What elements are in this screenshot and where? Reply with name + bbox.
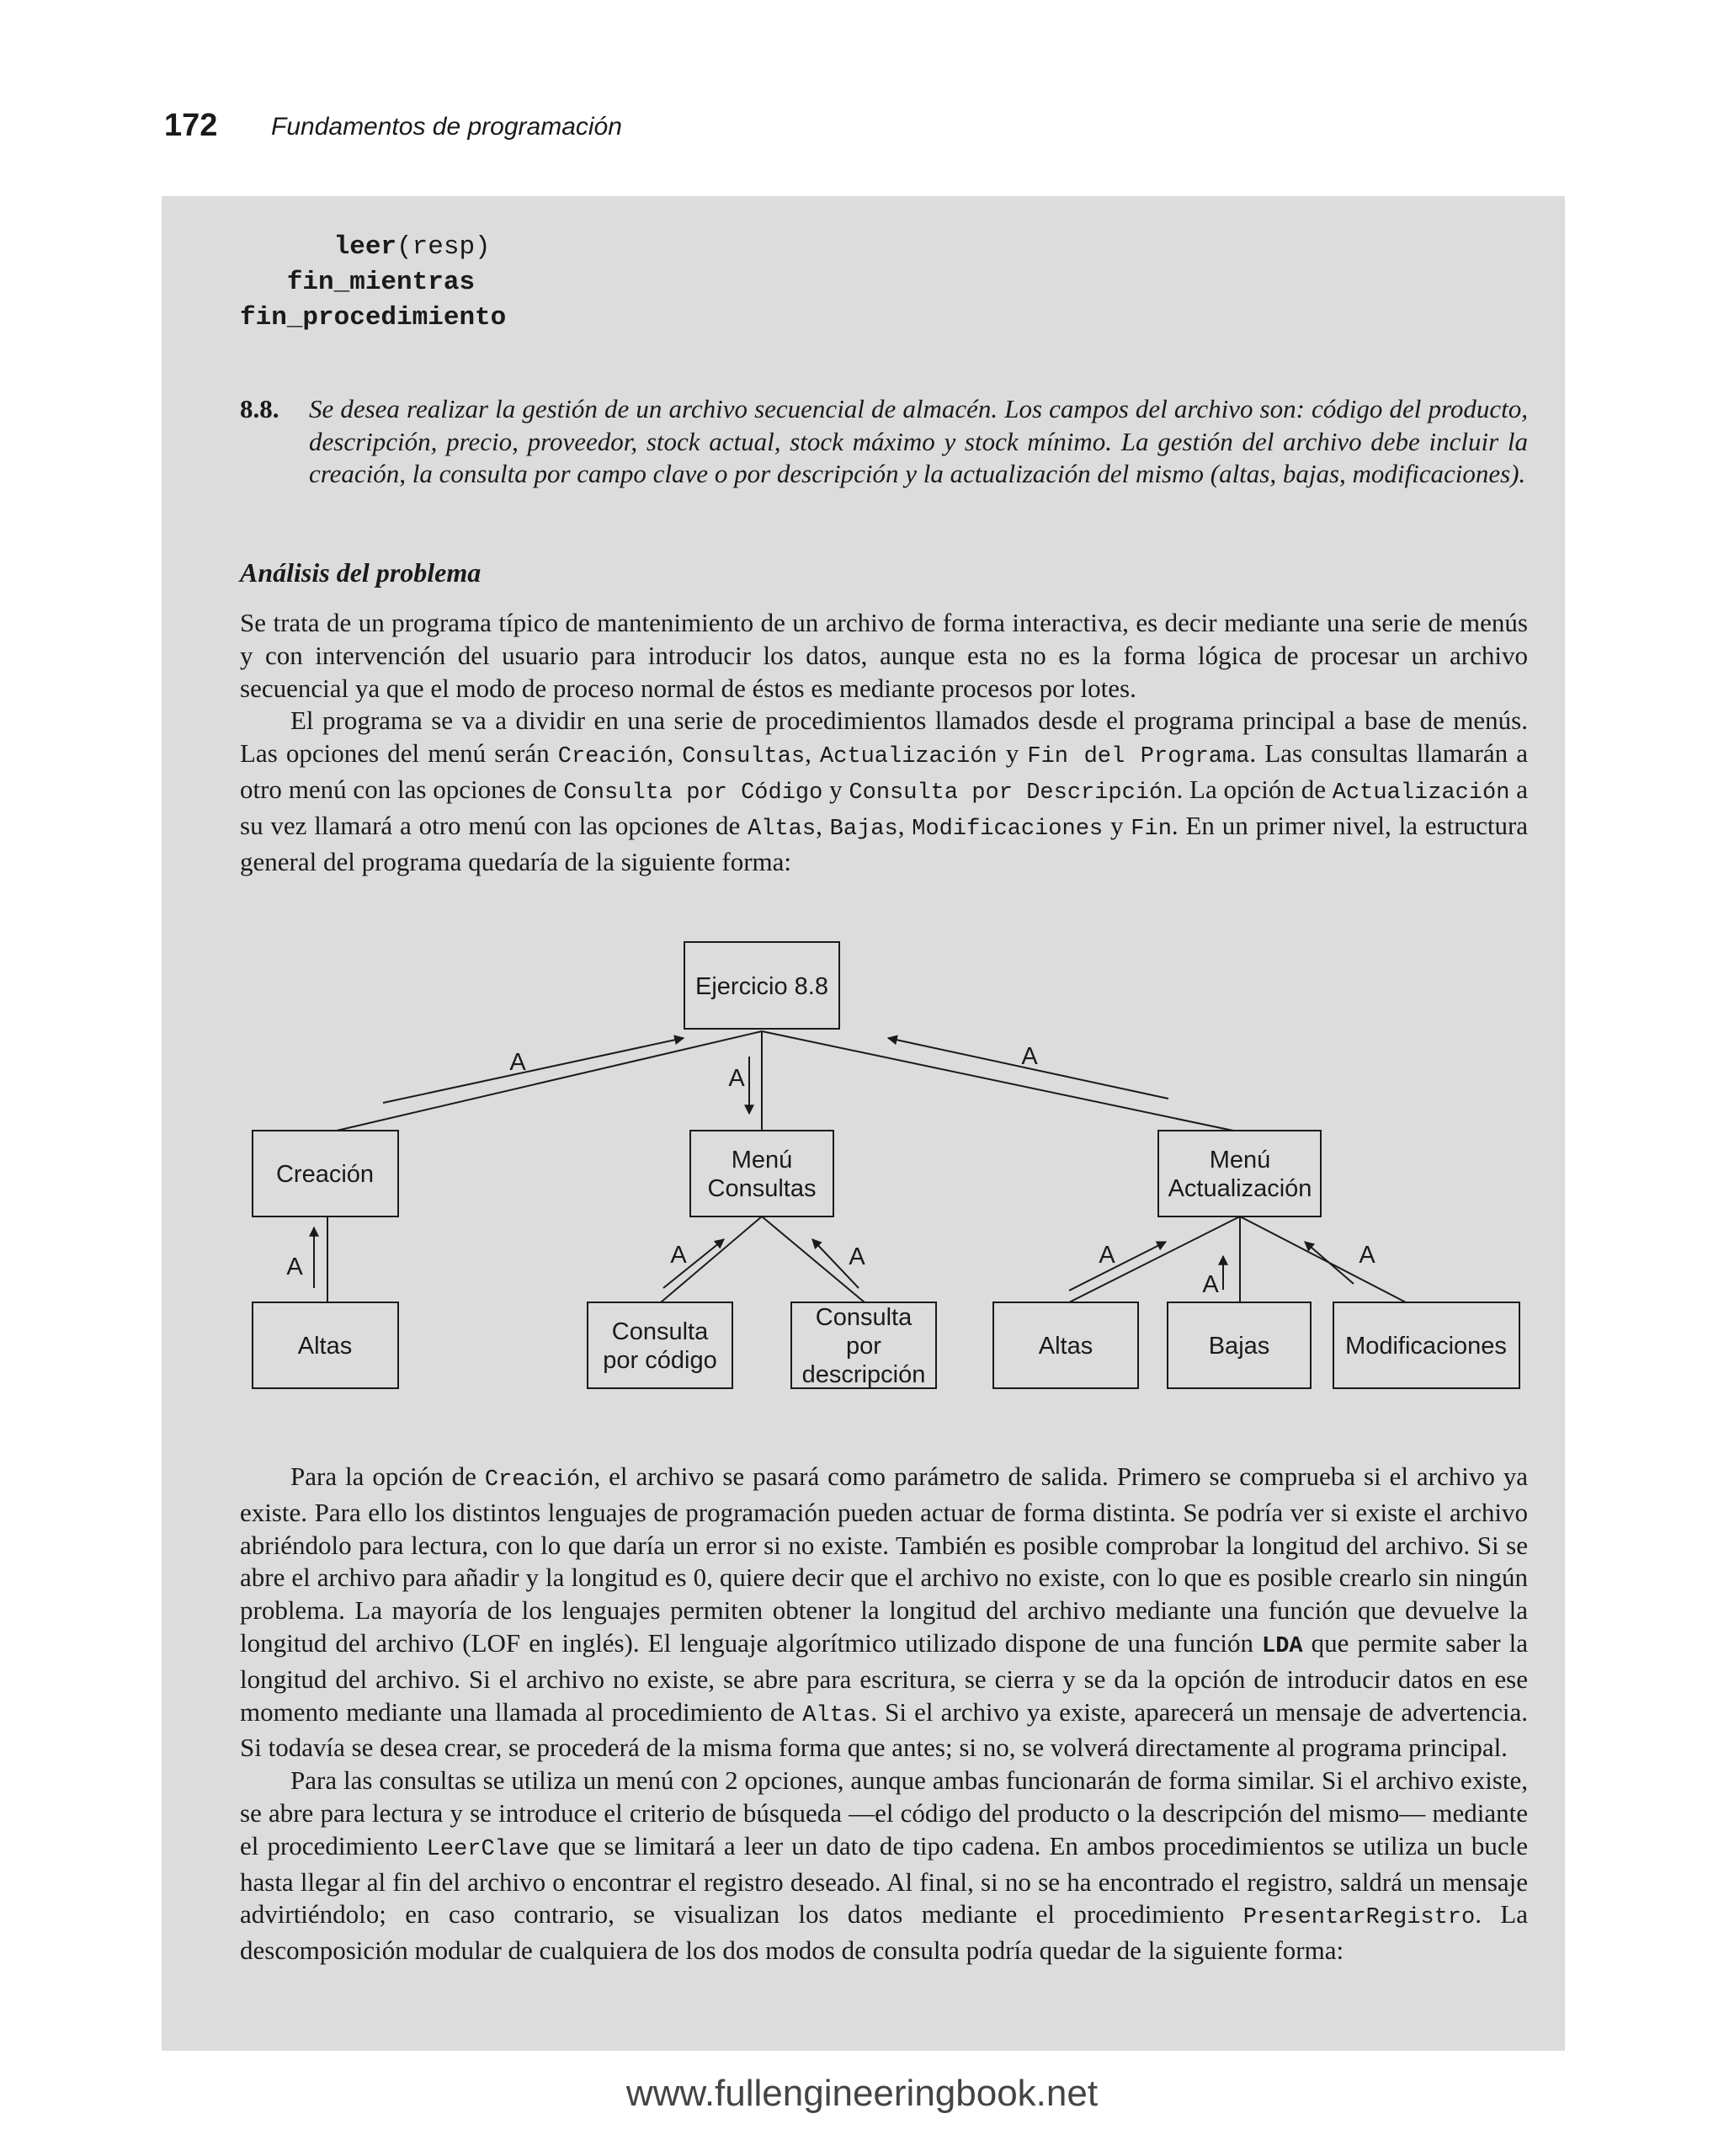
node-label: Menú — [731, 1147, 793, 1174]
node-label: Altas — [1038, 1333, 1093, 1360]
arrow-label: A — [670, 1242, 687, 1269]
code-term: LDA — [1262, 1633, 1303, 1659]
page-number: 172 — [164, 108, 218, 143]
code-term: Fin del Programa — [1027, 744, 1250, 770]
arrow-label: A — [1359, 1242, 1375, 1269]
node-label: por código — [603, 1347, 717, 1374]
paragraph: Para la opción de Creación, el archivo se pasará como parámetro de salida. Primero se comprueba si el archivo ya existe. Para ello los distintos lenguajes de programación pueden actuar de forma distinta. Se podría ver si existe el archivo abriéndolo para lectura, con lo que daría un error si no existe. También es posible comprobar la longitud del archivo. Si se abre el archivo para añadir y la longitud es 0, quiere decir que el archivo no existe, con lo que es posible crearlo sin ningún problema. La mayoría de los lenguajes permiten obtener la longitud del archivo mediante una función que devuelve la longitud del archivo (LOF en inglés). El lenguaje algorítmico utilizado dispone de una función LDA que permite saber la longitud del archivo. Si el archivo no existe, se abre para escritura, se cierra y se da la opción de introducir datos en ese momento mediante una llamada al procedimiento de Altas. Si el archivo ya existe, aparecerá un mensaje de advertencia. Si todavía se desea crear, se procederá de la misma forma que antes; si no, se volverá directamente al programa principal. — [240, 1461, 1529, 1763]
connector — [337, 1031, 762, 1131]
program-structure-diagram — [240, 926, 1536, 1406]
connector — [1240, 1216, 1406, 1302]
paragraph: El programa se va a dividir en una serie de procedimientos llamados desde el programa principal a base de menús. Las opciones del menú serán Creación, Consultas, Actualización y Fin del Programa. Las consultas llamarán a otro menú con las opciones de Consulta por Código y Consulta por Descripción. La opción de Actualización a su vez llamará a otro menú con las opciones de Altas, Bajas, Modificaciones y Fin. En un primer nivel, la estructura general del programa quedaría de la siguiente forma: — [240, 705, 1529, 876]
exercise-statement — [240, 393, 1528, 491]
code-term: Bajas — [829, 816, 898, 842]
node-label: Creación — [275, 1161, 375, 1188]
code-term: Consultas — [682, 744, 806, 770]
box-consulta-codigo — [588, 1302, 732, 1388]
paragraph: Para las consultas se utiliza un menú con 2 opciones, aunque ambas funcionarán de forma similar. Si el archivo existe, se abre para lectura y se introduce el criterio de búsqueda —el código del producto o la descripción del mismo— mediante el procedimiento LeerClave que se limitará a leer un dato de tipo cadena. En ambos procedimientos se utiliza un bucle hasta llegar al fin del archivo o encontrar el registro deseado. Al final, si no se ha encontrado el registro, saldrá un mensaje advirtiéndolo; en caso contrario, se visualizan los datos mediante el procedimiento PresentarRegistro. La descomposición modular de cualquiera de los dos modos de consulta podría quedar de la siguiente forma: — [240, 1765, 1529, 1966]
node-label: Bajas — [1208, 1333, 1270, 1360]
code-term: Modificaciones — [912, 816, 1104, 842]
connector — [762, 1031, 1233, 1131]
box-menu-actualizacion — [1158, 1131, 1321, 1216]
node-label: Modificaciones — [1345, 1333, 1507, 1360]
code-term: Creación — [484, 1467, 594, 1493]
code-term: Fin — [1131, 816, 1172, 842]
node-label: Consulta — [611, 1318, 709, 1345]
code-args: (resp) — [396, 232, 491, 262]
exercise-text: Se desea realizar la gestión de un archivo secuencial de almacén. Los campos del archivo son: código del producto, descripción, precio, proveedor, stock actual, stock máximo y stock mínimo. La gestión del archivo debe incluir la creación, la consulta por campo clave o por descripción y la actualización del mismo (altas, bajas, modificaciones). — [309, 394, 1528, 488]
code-term: Creación — [557, 744, 668, 770]
arrow-label: A — [1021, 1043, 1038, 1070]
code-line-1 — [240, 230, 506, 265]
paragraph: Se trata de un programa típico de mantenimiento de un archivo de forma interactiva, es decir mediante una serie de menús y con intervención del usuario para introducir los datos, aunque esta no es la forma lógica de procesar un archivo secuencial ya que el modo de proceso normal de éstos es mediante procesos por lotes. — [240, 608, 1528, 703]
running-title: Fundamentos de programación — [271, 113, 622, 141]
section-heading: Análisis del problema — [240, 557, 482, 588]
node-label: Altas — [297, 1333, 353, 1360]
code-term: Actualización — [1332, 780, 1510, 806]
footer-url: www.fullengineeringbook.net — [625, 2073, 1099, 2114]
analysis-text-top — [240, 607, 1528, 878]
code-term: Altas — [802, 1702, 871, 1728]
code-term: Consulta por Código — [563, 780, 823, 806]
code-term: Altas — [748, 816, 817, 842]
code-line-3 — [240, 301, 506, 336]
code-keyword: leer — [333, 232, 397, 262]
analysis-text-bottom — [240, 1461, 1528, 1967]
flow-arrow — [1305, 1242, 1354, 1284]
code-snippet — [240, 230, 506, 336]
arrow-label: A — [1202, 1271, 1219, 1298]
node-label: Consultas — [707, 1175, 817, 1202]
arrow-label: A — [728, 1065, 745, 1092]
node-label: Actualización — [1168, 1175, 1312, 1202]
node-label: Consulta — [815, 1304, 913, 1331]
arrow-label: A — [286, 1254, 303, 1280]
arrow-label: A — [849, 1243, 865, 1270]
node-label: Menú — [1209, 1147, 1271, 1174]
code-term: Consulta por Descripción — [849, 780, 1177, 806]
code-term: PresentarRegistro — [1242, 1905, 1476, 1931]
code-term: LeerClave — [426, 1836, 550, 1862]
exercise-number: 8.8. — [240, 394, 279, 423]
node-label: descripción — [801, 1361, 926, 1388]
arrow-label: A — [1099, 1242, 1115, 1269]
code-term: Actualización — [820, 744, 998, 770]
flow-arrow — [383, 1038, 684, 1103]
flow-arrow — [1069, 1242, 1166, 1291]
arrow-label: A — [509, 1049, 526, 1076]
box-menu-consultas — [690, 1131, 833, 1216]
code-keyword: fin_mientras — [286, 268, 476, 297]
node-label: Ejercicio 8.8 — [695, 973, 828, 1000]
node-label: por — [846, 1333, 881, 1360]
code-line-2 — [240, 265, 506, 301]
code-keyword: fin_procedimiento — [240, 303, 507, 333]
